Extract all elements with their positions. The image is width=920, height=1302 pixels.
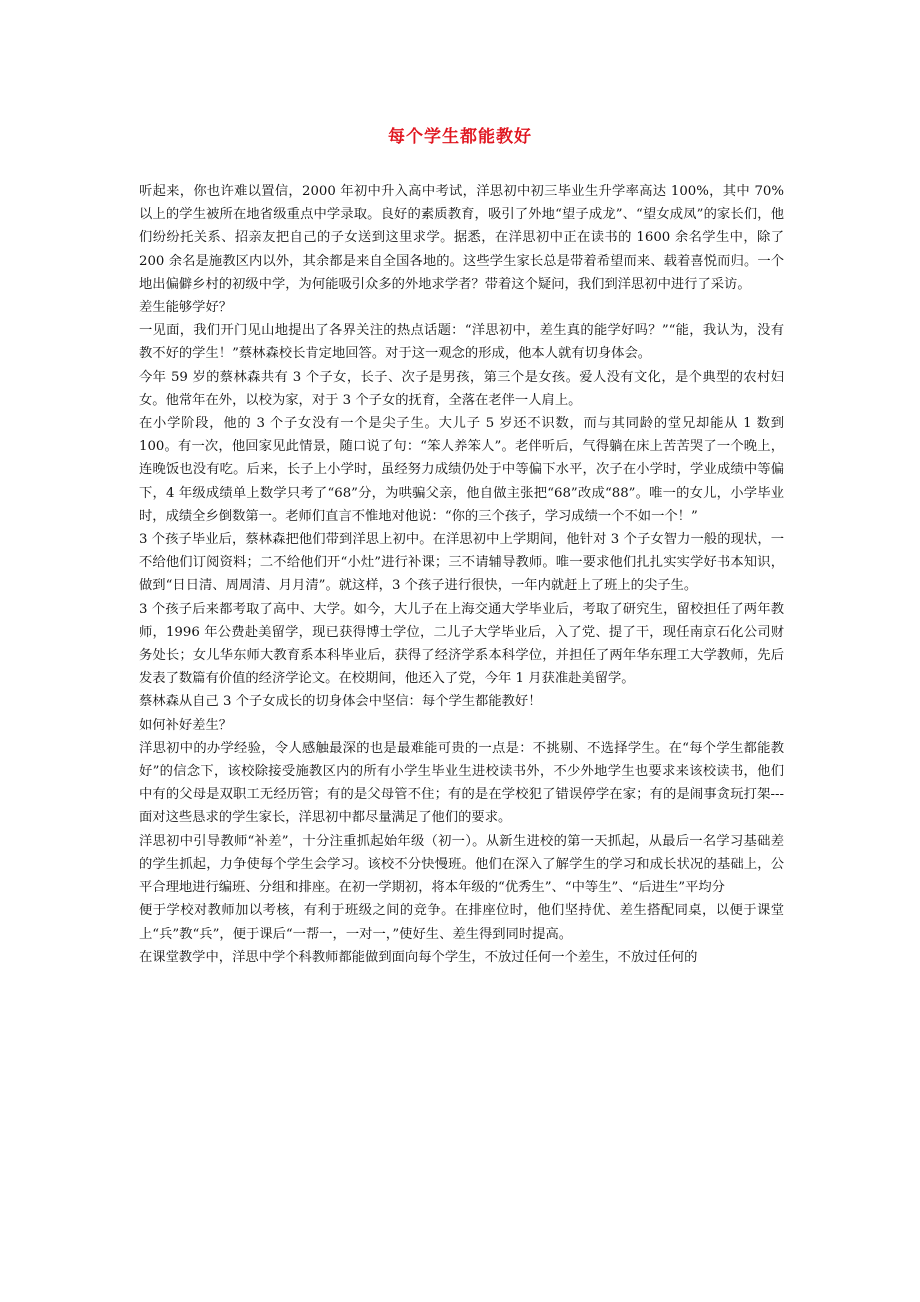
section-heading-can-poor-students-learn: 差生能够学好？	[139, 300, 233, 316]
paragraph: 在课堂教学中，洋思中学个科教师都能做到面向每个学生，不放过任何一个差生，不放过任何的	[139, 949, 698, 965]
paragraph: 蔡林森从自己 3 个子女成长的切身体会中坚信：每个学生都能教好！	[139, 694, 542, 710]
paragraph: 便于学校对教师加以考核，有利于班级之间的竞争。在排座位时，他们坚持优、差生搭配同桌，以便于课堂上“兵”教“兵”，便于课后“一帮一，一对一，”使好生、差生得到同时提高。	[139, 903, 784, 942]
paragraph: 3 个孩子毕业后，蔡林森把他们带到洋思上初中。在洋思初中上学期间，他针对 3 个子女智力一般的现状，一不给他们订阅资料；二不给他们开“小灶”进行补课；三不请辅导教师。唯一要求他们扎扎实实学好书本知识，做到“日日清、周周清、月月清”。就这样，3 个孩子进行很快，一年内就赶上了班上的尖子生。	[139, 532, 784, 594]
section-heading-how-to-help-poor-students: 如何补好差生？	[139, 717, 233, 733]
paragraph: 3 个孩子后来都考取了高中、大学。如今，大儿子在上海交通大学毕业后，考取了研究生，留校担任了两年教师，1996 年公费赴美留学，现已获得博士学位，二儿子大学毕业后，入了党、提了干，现任南京石化公司财务处长；女儿华东师大教育系本科毕业后，获得了经济学系本科学位，并担任了两年华东理工大学教师，先后发表了数篇有价值的经济学论文。在校期间，他还入了党，今年 1 月获准赴美留学。	[139, 601, 784, 687]
paragraph-intro: 听起来，你也许难以置信，2000 年初中升入高中考试，洋思初中初三毕业生升学率高达 100%，其中 70%以上的学生被所在地省级重点中学录取。良好的素质教育，吸引了外地“望子成龙”、“望女成凤”的家长们，他们纷纷托关系、招亲友把自己的子女送到这里求学。据悉，在洋思初中正在读书的 1600 余名学生中，除了 200 余名是施教区内以外，其余都是来自全国各地的。这些学生家长总是带着希望而来、载着喜悦而归。一个地出偏僻乡村的初级中学，为何能吸引众多的外地求学者？带着这个疑问，我们到洋思初中进行了采访。	[139, 184, 784, 292]
paragraph: 洋思初中引导教师“补差”，十分注重抓起始年级（初一）。从新生进校的第一天抓起，从最后一名学习基础差的学生抓起，力争使每个学生会学习。该校不分快慢班。他们在深入了解学生的学习和成长状况的基础上，公平合理地进行编班、分组和排座。在初一学期初，将本年级的“优秀生”、“中等生”、“后进生”平均分	[139, 833, 784, 896]
document-title: 每个学生都能教好	[388, 127, 532, 147]
document-body	[139, 180, 784, 969]
paragraph: 洋思初中的办学经验，令人感触最深的也是最难能可贵的一点是：不挑剔、不选择学生。在“每个学生都能教好”的信念下，该校除接受施教区内的所有小学生毕业生进校读书外，不少外地学生也要求来该校读书，他们中有的父母是双职工无经历管；有的是父母管不住；有的是在学校犯了错误停学在家；有的是闹事贪玩打架---面对这些恳求的学生家长，洋思初中都尽量满足了他们的要求。	[139, 740, 784, 826]
paragraph: 今年 59 岁的蔡林森共有 3 个子女，长子、次子是男孩，第三个是女孩。爱人没有文化，是个典型的农村妇女。他常年在外，以校为家，对于 3 个子女的抚育，全落在老伴一人肩上。	[139, 369, 784, 408]
paragraph: 在小学阶段，他的 3 个子女没有一个是尖子生。大儿子 5 岁还不识数，而与其同龄的堂兄却能从 1 数到 100。有一次，他回家见此情景，随口说了句：“笨人养笨人”。老伴听后，气得躺在床上苦苦哭了一个晚上，连晚饭也没有吃。后来，长子上小学时，虽经努力成绩仍处于中等偏下水平，次子在小学时，学业成绩中等偏下，4 年级成绩单上数学只考了“68”分，为哄骗父亲，他自做主张把“68”改成“88”。唯一的女儿，小学毕业时，成绩全乡倒数第一。老师们直言不惟地对他说：“你的三个孩子，学习成绩一个不如一个！”	[139, 416, 784, 524]
paragraph: 一见面，我们开门见山地提出了各界关注的热点话题：“洋思初中，差生真的能学好吗？”“能，我认为，没有教不好的学生！”蔡林森校长肯定地回答。对于这一观念的形成，他本人就有切身体会。	[139, 323, 784, 362]
